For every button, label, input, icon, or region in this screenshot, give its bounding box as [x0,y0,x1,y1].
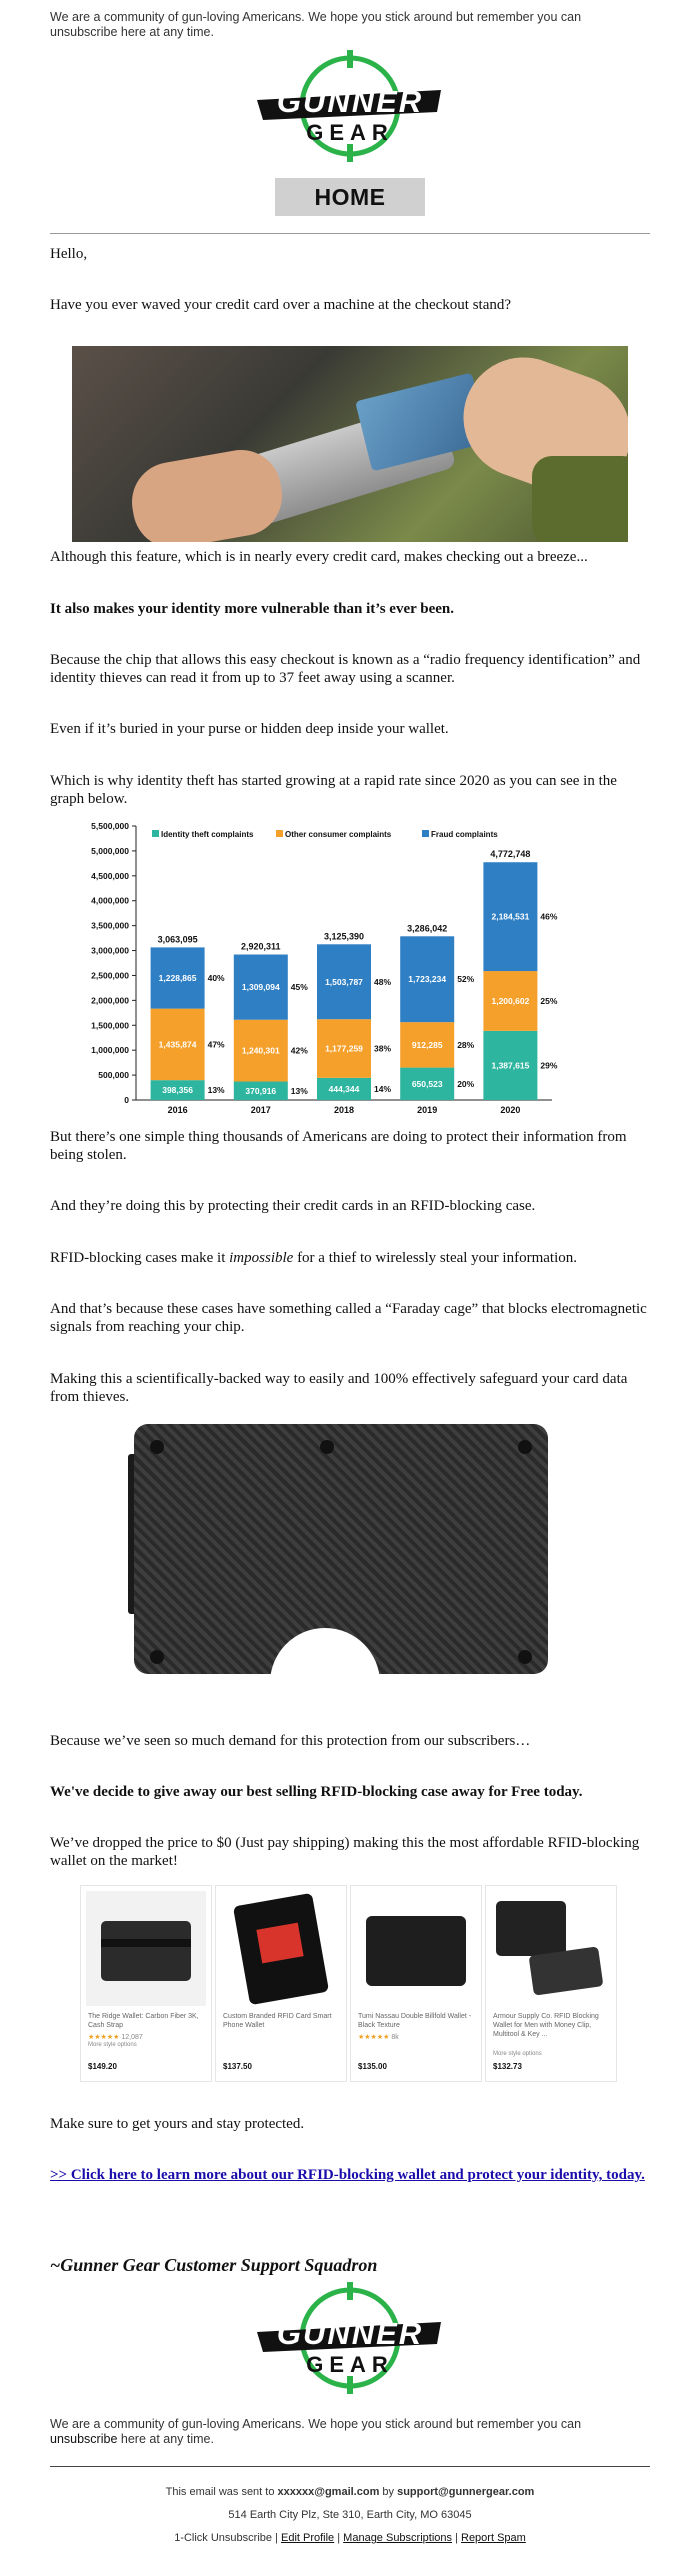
bar-percent-label: 46% [540,911,558,922]
bar-percent-label: 25% [540,995,558,1006]
y-tick-label: 1,000,000 [91,1045,129,1056]
product-card[interactable] [485,1885,617,2082]
cta-link[interactable]: >> Click here to learn more about our RFID-blocking wallet and protect your identity, today. [50,2167,645,2183]
bar-total-label: 4,772,748 [490,849,531,860]
bar-percent-label: 45% [290,982,308,993]
bar-total-label: 2,920,311 [241,941,281,952]
x-tick-label: 2017 [250,1105,271,1115]
logo-line2: GEAR [306,2352,394,2377]
bar-value-label: 650,523 [411,1078,443,1089]
bottom-note-post: here at any time. [117,2432,214,2446]
bar-percent-label: 14% [374,1083,392,1094]
bar-percent-label: 52% [457,974,475,985]
bar-percent-label: 20% [457,1078,475,1089]
paragraph-8: And they’re doing this by protecting their credit cards in an RFID-blocking case. [50,1198,536,1214]
card-tap-photo [72,346,628,542]
bar-value-label: 1,723,234 [408,974,447,985]
bar-percent-label: 40% [207,973,225,984]
signoff: ~Gunner Gear Customer Support Squadron [50,2255,378,2275]
bar-value-label: 398,356 [162,1085,193,1096]
legend-label: Other consumer complaints [285,830,392,839]
paragraph-5: Even if it’s buried in your purse or hidden deep inside your wallet. [50,721,449,737]
bar-percent-label: 29% [540,1060,558,1071]
bar-total-label: 3,063,095 [157,934,198,945]
product-price: $132.73 [493,2062,522,2071]
bar-percent-label: 13% [207,1085,225,1096]
paragraph-9-post: for a thief to wirelessly steal your information. [293,1250,577,1266]
product-card[interactable] [80,1885,212,2082]
paragraph-3: It also makes your identity more vulnerable than it’s ever been. [50,601,455,617]
paragraph-9 [50,1249,650,1267]
paragraph-7: But there’s one simple thing thousands of Americans are doing to protect their information from being stolen. [50,1129,627,1163]
footer-address: 514 Earth City Plz, Ste 310, Earth City, MO 63045 [228,2509,472,2521]
wallet-screw [518,1440,532,1454]
logo-top[interactable] [245,50,455,162]
legend-swatch [152,830,159,837]
paragraph-9-pre: RFID-blocking cases make it [50,1250,230,1266]
paragraph-10: And that’s because these cases have something called a “Faraday cage” that blocks electromagnetic signals from reaching your chip. [50,1301,647,1335]
wallet-screw [150,1650,164,1664]
paragraph-6: Which is why identity theft has started growing at a rapid rate since 2020 as you can see in the graph below. [50,773,617,807]
bar-percent-label: 47% [207,1039,225,1050]
bar-value-label: 1,387,615 [491,1060,530,1071]
bar-value-label: 1,228,865 [158,973,197,984]
legend-swatch [422,830,429,837]
divider-top [50,233,650,234]
x-tick-label: 2020 [500,1105,521,1115]
paragraph-14: We’ve dropped the price to $0 (Just pay shipping) making this the most affordable RFID-blocking wallet on the market! [50,1835,640,1869]
product-note: More style options [88,2042,137,2048]
paragraph-11: Making this a scientifically-backed way to easily and 100% effectively safeguard your card data from thieves. [50,1371,628,1405]
y-tick-label: 2,500,000 [91,970,129,981]
sleeve-shape [532,456,628,542]
product-price: $137.50 [223,2062,252,2071]
paragraph-13: We've decide to give away our best selling RFID-blocking case away for Free today. [50,1784,583,1800]
y-tick-label: 5,000,000 [91,845,129,856]
rating-count: 8k [391,2034,399,2041]
bar-value-label: 444,344 [328,1083,360,1094]
top-note: We are a community of gun-loving Americans. We hope you stick around but remember you can unsubscribe here at any time. [50,10,582,39]
product-stars [358,2033,399,2041]
product-card[interactable] [350,1885,482,2082]
paragraph-9-em: impossible [229,1250,294,1266]
paragraph-2: Although this feature, which is in nearly every credit card, makes checking out a breeze... [50,549,588,565]
product-card[interactable] [215,1885,347,2082]
sent-email: xxxxxx@gmail.com [277,2486,380,2498]
bar-value-label: 370,916 [245,1085,277,1096]
product-note: More style options [493,2051,542,2057]
product-stars [88,2033,143,2041]
wallet-screw [518,1650,532,1664]
product-price: $135.00 [358,2062,387,2071]
y-tick-label: 1,500,000 [91,1020,129,1031]
bar-value-label: 1,240,301 [241,1045,280,1056]
logo-line2: GEAR [306,120,394,145]
legend-label: Identity theft complaints [161,830,254,839]
manage-subscriptions-link[interactable]: Manage Subscriptions [343,2532,453,2544]
logo-line1: GUNNER [276,84,424,119]
y-tick-label: 5,500,000 [91,821,129,831]
paragraph-4: Because the chip that allows this easy checkout is known as a “radio frequency identification” and identity thieves can read it from up to 37 feet away using a scanner. [50,652,641,686]
greeting: Hello, [50,246,88,262]
sent-mid: by [379,2486,398,2498]
bottom-note [50,2417,590,2447]
bar-value-label: 1,177,259 [325,1043,363,1054]
home-button[interactable]: HOME [275,178,425,216]
y-tick-label: 0 [124,1095,129,1105]
product-image [86,1891,206,2006]
bar-percent-label: 42% [290,1045,308,1056]
footer-links: 1-Click Unsubscribe | Edit Profile | Manage Subscriptions | Report Spam [174,2532,526,2544]
x-tick-label: 2019 [417,1105,438,1115]
y-tick-label: 2,000,000 [91,995,129,1006]
logo-line1: GUNNER [276,2316,424,2351]
bar-value-label: 1,309,094 [241,982,280,993]
bar-value-label: 1,435,874 [158,1039,197,1050]
y-tick-label: 4,000,000 [91,895,129,906]
sent-from: support@gunnergear.com [397,2486,535,2498]
footer-sent [0,2486,700,2498]
legend-label: Fraud complaints [431,830,498,839]
bar-value-label: 1,503,787 [325,976,363,987]
product-image [491,1891,611,2006]
paragraph-12: Because we’ve seen so much demand for this protection from our subscribers… [50,1733,531,1749]
sent-pre: This email was sent to [165,2486,278,2498]
product-image [221,1891,341,2006]
y-tick-label: 500,000 [98,1070,129,1081]
y-tick-label: 3,500,000 [91,920,129,931]
bar-percent-label: 48% [374,976,392,987]
bar-percent-label: 38% [374,1043,392,1054]
one-click-unsubscribe[interactable]: 1-Click Unsubscribe [174,2532,272,2544]
product-price: $149.20 [88,2062,117,2071]
product-image [356,1891,476,2006]
unsubscribe-link[interactable]: unsubscribe [50,2432,118,2446]
identity-theft-chart [74,818,614,1120]
legend-swatch [276,830,283,837]
star-rating-icon: ★★★★★ [358,2034,390,2041]
x-tick-label: 2016 [167,1105,188,1115]
product-title: Armour Supply Co. RFID Blocking Wallet for Men with Money Clip, Multitool & Key ... [493,2013,599,2038]
product-title: Custom Branded RFID Card Smart Phone Wallet [223,2013,332,2029]
edit-profile-link[interactable]: Edit Profile [280,2532,335,2544]
hand-shape [126,444,289,542]
star-rating-icon: ★★★★★ [88,2034,120,2041]
product-title: The Ridge Wallet: Carbon Fiber 3K, Cash Strap [88,2013,199,2029]
report-spam-link[interactable]: Report Spam [461,2532,526,2544]
bar-value-label: 912,285 [411,1039,443,1050]
y-tick-label: 4,500,000 [91,870,129,881]
bar-total-label: 3,286,042 [407,923,448,934]
wallet-screw [150,1440,164,1454]
bar-percent-label: 13% [290,1085,308,1096]
rating-count: 12,087 [121,2034,143,2041]
logo-bottom[interactable] [245,2282,455,2394]
wallet-screw [320,1440,334,1454]
y-tick-label: 3,000,000 [91,945,129,956]
paragraph-15: Make sure to get yours and stay protected. [50,2116,305,2132]
wallet-photo [120,1422,620,1684]
x-tick-label: 2018 [333,1105,355,1115]
bar-percent-label: 28% [457,1039,475,1050]
bar-value-label: 2,184,531 [491,911,530,922]
product-title: Tumi Nassau Double Billfold Wallet - Black Texture [358,2013,472,2029]
bar-value-label: 1,200,602 [491,995,530,1006]
divider-bottom [50,2466,650,2467]
bottom-note-pre: We are a community of gun-loving Americans. We hope you stick around but remember you can [50,2417,582,2431]
bar-total-label: 3,125,390 [323,931,365,942]
paragraph-1: Have you ever waved your credit card over a machine at the checkout stand? [50,297,512,313]
